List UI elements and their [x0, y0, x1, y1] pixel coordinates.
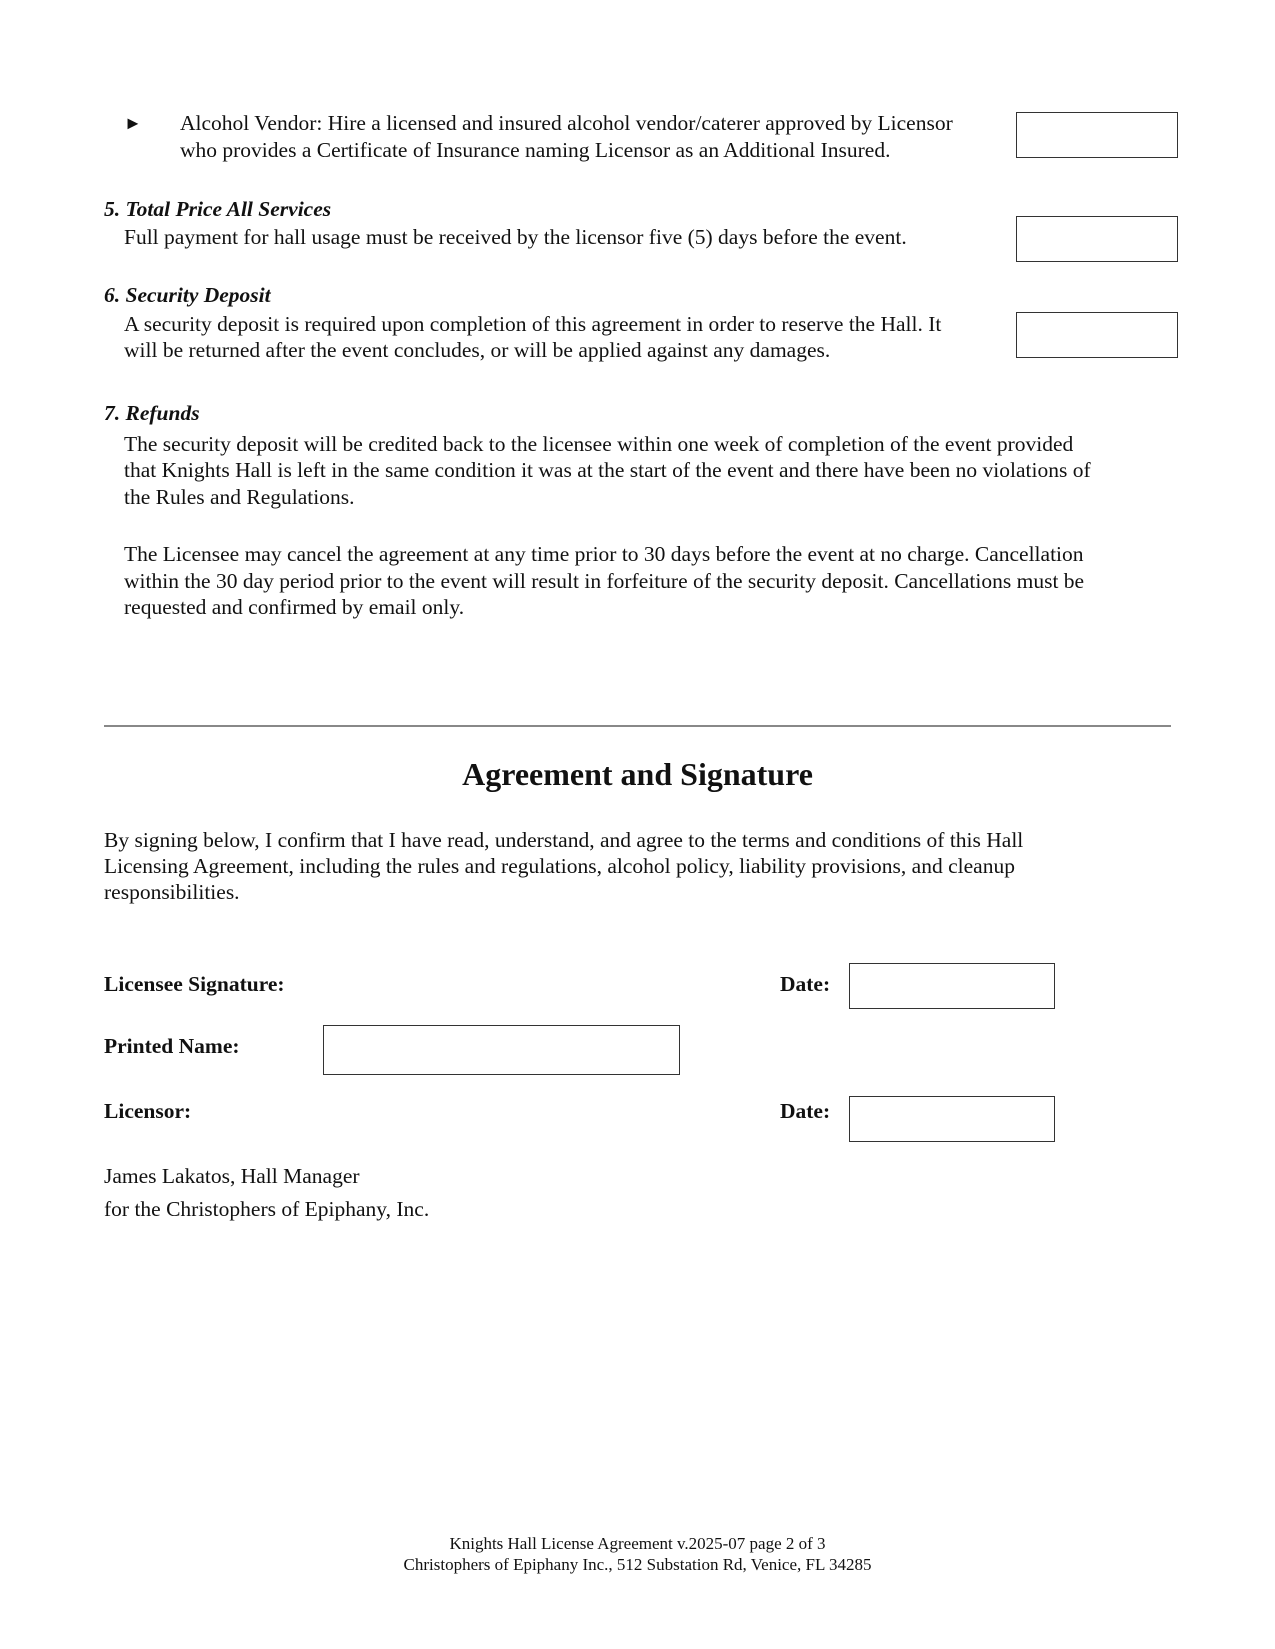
footer-document-version: Knights Hall License Agreement v.2025-07 page 2 of 3 [449, 1534, 826, 1553]
alcohol-vendor-line-2: who provides a Certificate of Insurance naming Licensor as an Additional Insured. [180, 138, 891, 162]
printed-name-field[interactable] [323, 1025, 680, 1075]
agreement-text-line-3: responsibilities. [104, 880, 240, 904]
section-7-heading: 7. Refunds [104, 401, 200, 425]
licensor-organization: for the Christophers of Epiphany, Inc. [104, 1197, 430, 1221]
refunds-para-2-line-2: within the 30 day period prior to the event will result in forfeiture of the security deposit. Cancellations must be [124, 569, 1085, 593]
refunds-para-2-line-3: requested and confirmed by email only. [124, 595, 465, 619]
refunds-para-2-line-1: The Licensee may cancel the agreement at any time prior to 30 days before the event at no charge. Cancellation [124, 542, 1084, 566]
licensee-date-field[interactable] [849, 963, 1055, 1009]
bullet-arrow-icon: ► [124, 113, 142, 133]
licensee-signature-label: Licensee Signature: [104, 972, 285, 996]
refunds-para-1-line-3: the Rules and Regulations. [124, 485, 355, 509]
licensor-date-label: Date: [780, 1099, 831, 1123]
agreement-text-line-2: Licensing Agreement, including the rules and regulations, alcohol policy, liability provisions, and cleanup [104, 854, 1015, 878]
total-price-field[interactable] [1016, 216, 1178, 262]
agreement-text-line-1: By signing below, I confirm that I have read, understand, and agree to the terms and conditions of this Hall [104, 828, 1024, 852]
licensee-date-label: Date: [780, 972, 831, 996]
refunds-para-1-line-1: The security deposit will be credited back to the licensee within one week of completion of the event provided [124, 432, 1074, 456]
alcohol-vendor-line-1: Alcohol Vendor: Hire a licensed and insured alcohol vendor/caterer approved by Licensor [180, 111, 953, 135]
section-5-text: Full payment for hall usage must be received by the licensor five (5) days before the event. [124, 225, 907, 249]
section-divider [104, 725, 1171, 727]
licensor-label: Licensor: [104, 1099, 192, 1123]
agreement-title: Agreement and Signature [462, 756, 813, 792]
section-6-text-line-2: will be returned after the event concludes, or will be applied against any damages. [124, 338, 831, 362]
licensor-date-field[interactable] [849, 1096, 1055, 1142]
section-5-heading: 5. Total Price All Services [104, 197, 332, 221]
security-deposit-field[interactable] [1016, 312, 1178, 358]
refunds-para-1-line-2: that Knights Hall is left in the same condition it was at the start of the event and there have been no violations of [124, 458, 1091, 482]
section-6-text-line-1: A security deposit is required upon completion of this agreement in order to reserve the Hall. It [124, 312, 942, 336]
footer-address: Christophers of Epiphany Inc., 512 Substation Rd, Venice, FL 34285 [403, 1555, 872, 1574]
alcohol-vendor-initials-field[interactable] [1016, 112, 1178, 158]
section-6-heading: 6. Security Deposit [104, 283, 271, 307]
printed-name-label: Printed Name: [104, 1034, 240, 1058]
licensor-name: James Lakatos, Hall Manager [104, 1164, 360, 1188]
